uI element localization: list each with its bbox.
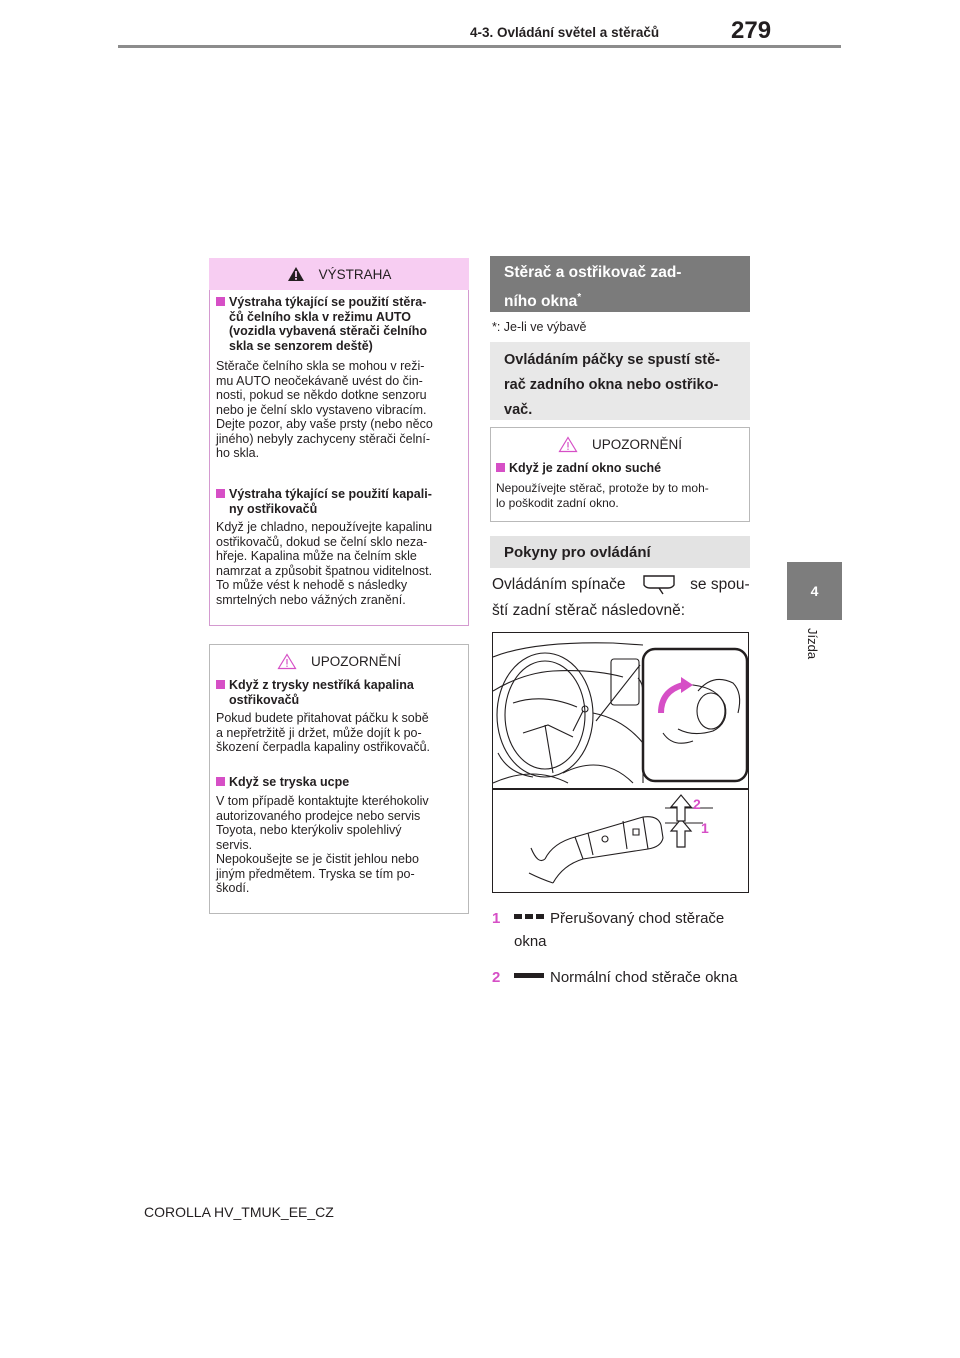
- warning-title: VÝSTRAHA: [318, 266, 392, 282]
- bullet-square-icon: [216, 680, 225, 689]
- caution-triangle-icon: [558, 436, 578, 453]
- warning-header: [209, 258, 469, 290]
- dashed-line-icon: [514, 903, 544, 929]
- header-rule: [118, 45, 841, 48]
- footer-model: COROLLA HV_TMUK_EE_CZ: [144, 1204, 334, 1220]
- warning-triangle-icon: [287, 266, 305, 282]
- caution-title: UPOZORNĚNÍ: [310, 653, 401, 669]
- bullet-square-icon: [216, 489, 225, 498]
- caution-title: UPOZORNĚNÍ: [591, 436, 682, 452]
- figure-label-2: 2: [693, 796, 701, 812]
- warning-item-1-text: Stěrače čelního skla se mohou v reži- mu AUTO neočekávaně uvést do čin- nosti, pokud se někdo dotkne senzoru nebo je čelní sklo vystaveno vibracím. Dejte pozor, aby vaše prsty (nebo něco jiného) nebyly zachyceny stěrači čelní- ho skla.: [216, 359, 433, 460]
- bullet-square-icon: [496, 463, 505, 472]
- wiper-lever-illustration: [492, 632, 749, 893]
- instructions-title: Pokyny pro ovládání: [490, 536, 750, 568]
- caution-item-2-text: V tom případě kontaktujte kteréhokoliv autorizovaného prodejce nebo servis Toyota, nebo kterýkoliv spolehlivý servis. Nepokoušejte se je čistit jehlou nebo jiným předmětem. Tryska se tím po- škodí.: [216, 794, 429, 895]
- footnote: *: Je-li ve výbavě: [492, 320, 587, 334]
- chapter-tab-label: Jízda: [805, 628, 820, 660]
- caution-item-2-heading: Když se tryska ucpe: [216, 775, 466, 790]
- caution-right-text: Nepoužívejte stěrač, protože by to moh- lo poškodit zadní okno.: [496, 481, 709, 510]
- caution-header: [491, 428, 749, 460]
- warning-item-2-heading: Výstraha týkající se použití kapali- ny ostřikovačů: [216, 487, 466, 516]
- caution-triangle-icon: [277, 653, 297, 670]
- solid-line-icon: [514, 962, 544, 988]
- section-title: 4-3. Ovládání světel a stěračů: [470, 25, 660, 40]
- legend-item-1-cont: okna: [514, 933, 547, 950]
- chapter-tab[interactable]: 4: [787, 562, 842, 620]
- bullet-square-icon: [216, 777, 225, 786]
- caution-header: [210, 645, 468, 677]
- caution-right-heading: Když je zadní okno suché: [496, 461, 746, 476]
- instructions-text: Ovládáním spínače se spou- ští zadní stěrač následovně:: [492, 576, 750, 619]
- page-number: 279: [731, 17, 772, 44]
- caution-item-1-heading: Když z trysky nestříká kapalina ostřikovačů: [216, 678, 466, 707]
- rear-wiper-switch-icon: [630, 575, 686, 593]
- bullet-square-icon: [216, 297, 225, 306]
- legend-item-2: 2 Normální chod stěrače okna: [492, 962, 738, 991]
- caution-item-1-text: Pokud budete přitahovat páčku k sobě a nepřetržitě ji držet, může dojít k po- škození čerpadla kapaliny ostřikovačů.: [216, 711, 431, 754]
- warning-item-1-heading: Výstraha týkající se použití stěra- čů čelního skla v režimu AUTO (vozidla vybavená stěrači čelního skla se senzorem deště): [216, 295, 466, 353]
- warning-item-2-text: Když je chladno, nepoužívejte kapalinu ostřikovačů, dokud se čelní sklo neza- hřeje. Kapalina může na čelním skle namrzat a způsobit špatnou viditelnost. To může vést k nehodě s následky smrtelných nebo vážných zranění.: [216, 520, 433, 607]
- legend-item-1: 1 Přerušovaný chod stěrače: [492, 903, 724, 932]
- rear-wiper-title: Stěrač a ostřikovač zad- ního okna*: [490, 256, 750, 312]
- figure-label-1: 1: [701, 820, 709, 836]
- rear-wiper-intro: Ovládáním páčky se spustí stě- rač zadního okna nebo ostřiko- vač.: [490, 342, 750, 420]
